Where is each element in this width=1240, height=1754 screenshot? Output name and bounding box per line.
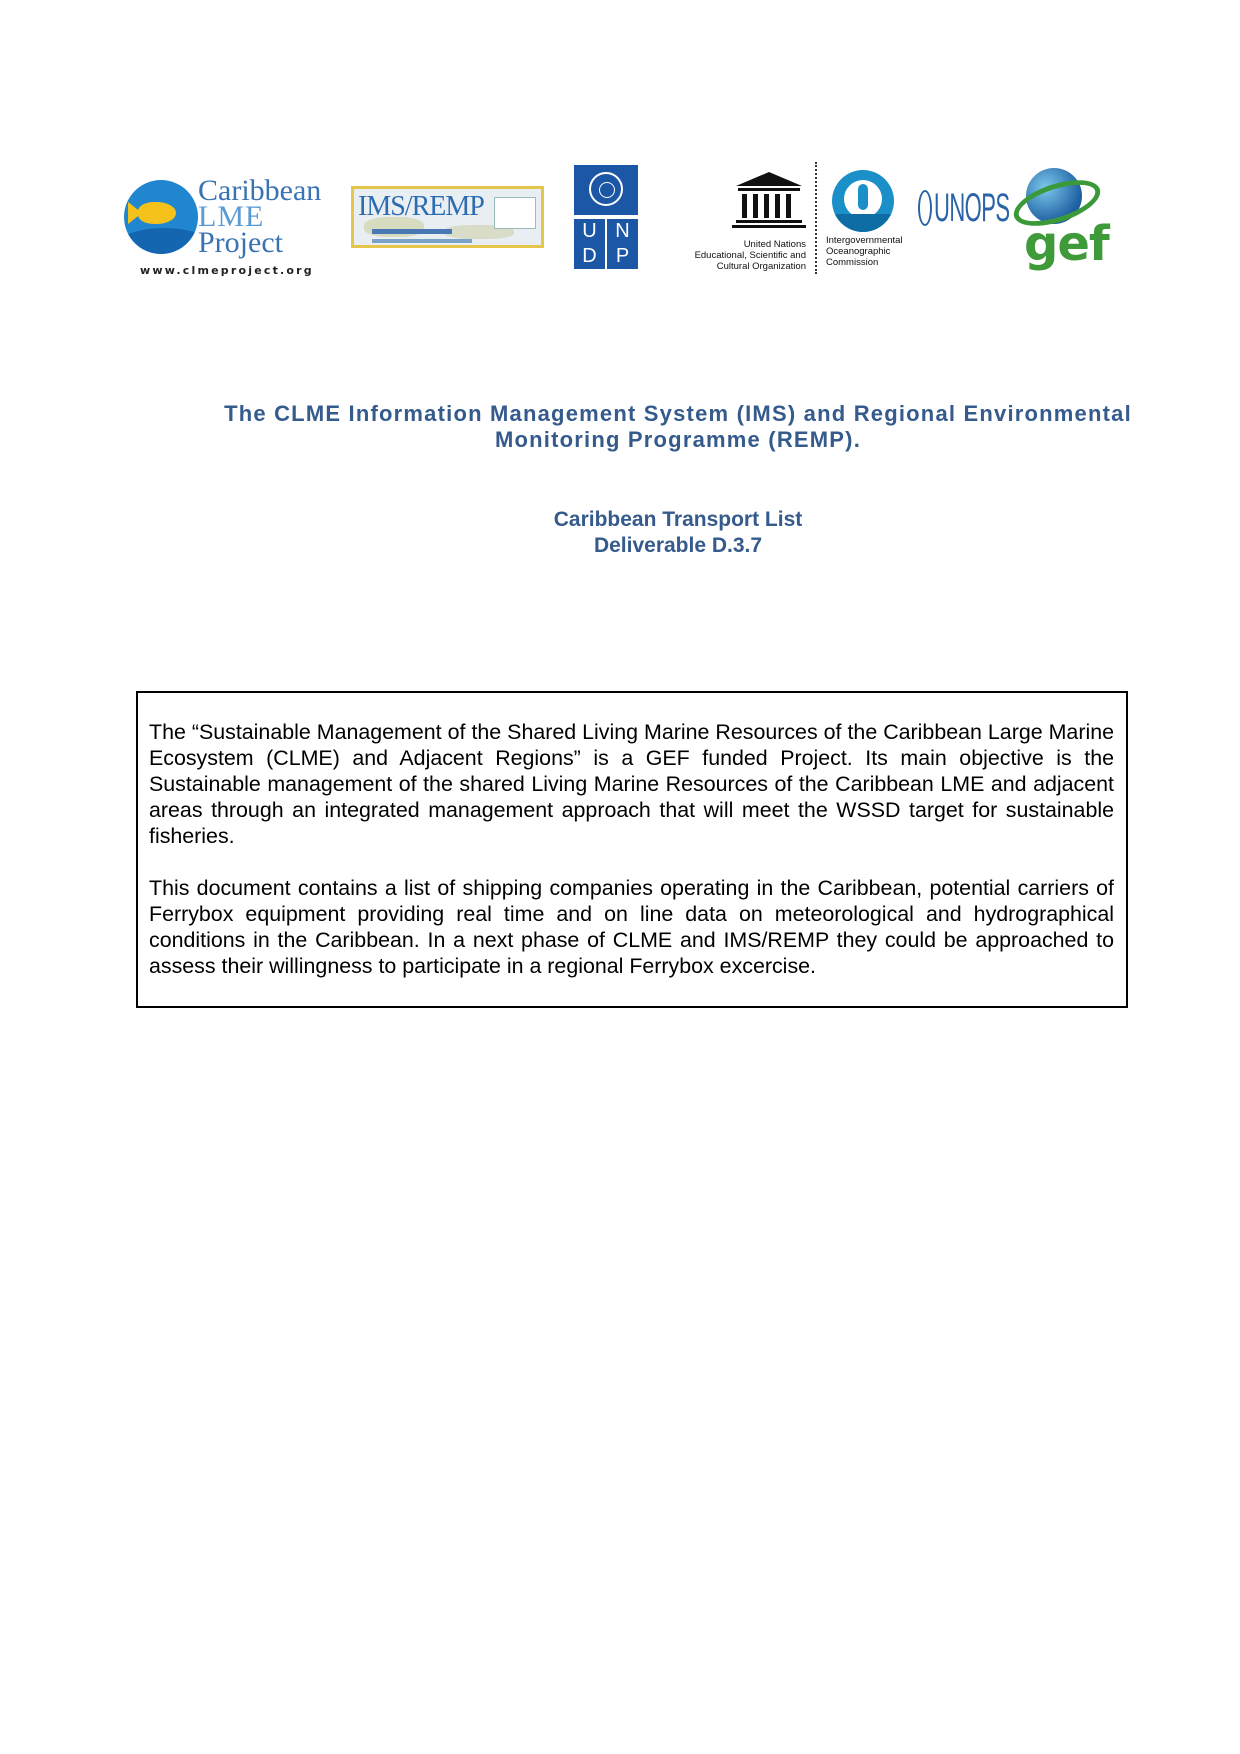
clme-logo-line2: LME bbox=[198, 200, 265, 233]
imsremp-logo-title: IMS/REMP bbox=[358, 191, 484, 222]
unops-wordmark: UNOPS bbox=[934, 186, 1010, 230]
unops-logo bbox=[918, 186, 1010, 232]
clme-logo-line3: Project bbox=[198, 226, 283, 259]
unesco-caption-line: Educational, Scientific and bbox=[694, 250, 806, 261]
un-emblem-icon bbox=[589, 172, 623, 206]
unesco-logo bbox=[686, 172, 806, 272]
undp-letter: U bbox=[574, 219, 605, 244]
ioc-logo bbox=[826, 168, 926, 274]
mini-logo-icon bbox=[494, 197, 536, 229]
clme-project-logo bbox=[112, 168, 337, 286]
document-title-line1: The CLME Information Management System (IMS) and Regional Environmental bbox=[224, 401, 1132, 426]
document-subtitle bbox=[188, 507, 1168, 559]
document-title bbox=[188, 401, 1168, 453]
unesco-caption-line: United Nations bbox=[743, 239, 806, 250]
unesco-temple-icon bbox=[732, 172, 806, 228]
gef-logo bbox=[1012, 166, 1112, 276]
imsremp-logo bbox=[351, 186, 544, 248]
undp-letter: P bbox=[607, 244, 638, 269]
ioc-caption bbox=[826, 235, 903, 268]
ioc-emblem-icon bbox=[832, 170, 894, 232]
clme-logo-wordmark bbox=[198, 174, 322, 259]
document-subtitle-line1: Caribbean Transport List bbox=[553, 508, 803, 531]
clme-logo-line1: Caribbean bbox=[198, 174, 322, 207]
logo-divider bbox=[815, 162, 817, 274]
fish-icon bbox=[124, 180, 198, 254]
summary-paragraph-2: This document contains a list of shipping companies operating in the Caribbean, potential carriers of Ferrybox equipment providing real time and on line data on meteorological and hydrographical conditions in the Caribbean. In a next phase of CLME and IMS/REMP they could be approached to assess their willingness to participate in a regional Ferrybox excercise. bbox=[149, 876, 1114, 978]
gef-wordmark: gef bbox=[1024, 216, 1109, 272]
ioc-caption-line: Oceanographic bbox=[826, 246, 891, 257]
document-subtitle-line2: Deliverable D.3.7 bbox=[593, 534, 763, 557]
unops-emblem-icon bbox=[918, 190, 932, 226]
unesco-caption bbox=[681, 239, 806, 272]
ioc-caption-line: Intergovernmental bbox=[826, 235, 903, 246]
undp-letter: D bbox=[574, 244, 605, 269]
document-title-line2: Monitoring Programme (REMP). bbox=[494, 427, 862, 452]
ioc-caption-line: Commission bbox=[826, 257, 879, 268]
undp-letter: N bbox=[607, 219, 638, 244]
clme-url: www.clmeproject.org bbox=[140, 264, 314, 277]
unesco-caption-line: Cultural Organization bbox=[716, 261, 806, 272]
undp-logo bbox=[574, 165, 638, 269]
summary-box bbox=[136, 691, 1128, 1008]
summary-paragraph-1: The “Sustainable Management of the Shared Living Marine Resources of the Caribbean Large Marine Ecosystem (CLME) and Adjacent Regions” is a GEF funded Project. Its main objective is the Sustainable management of the shared Living Marine Resources of the Caribbean LME and adjacent areas through an integrated management approach that will meet the WSSD target for sustainable fisheries. bbox=[149, 720, 1114, 848]
